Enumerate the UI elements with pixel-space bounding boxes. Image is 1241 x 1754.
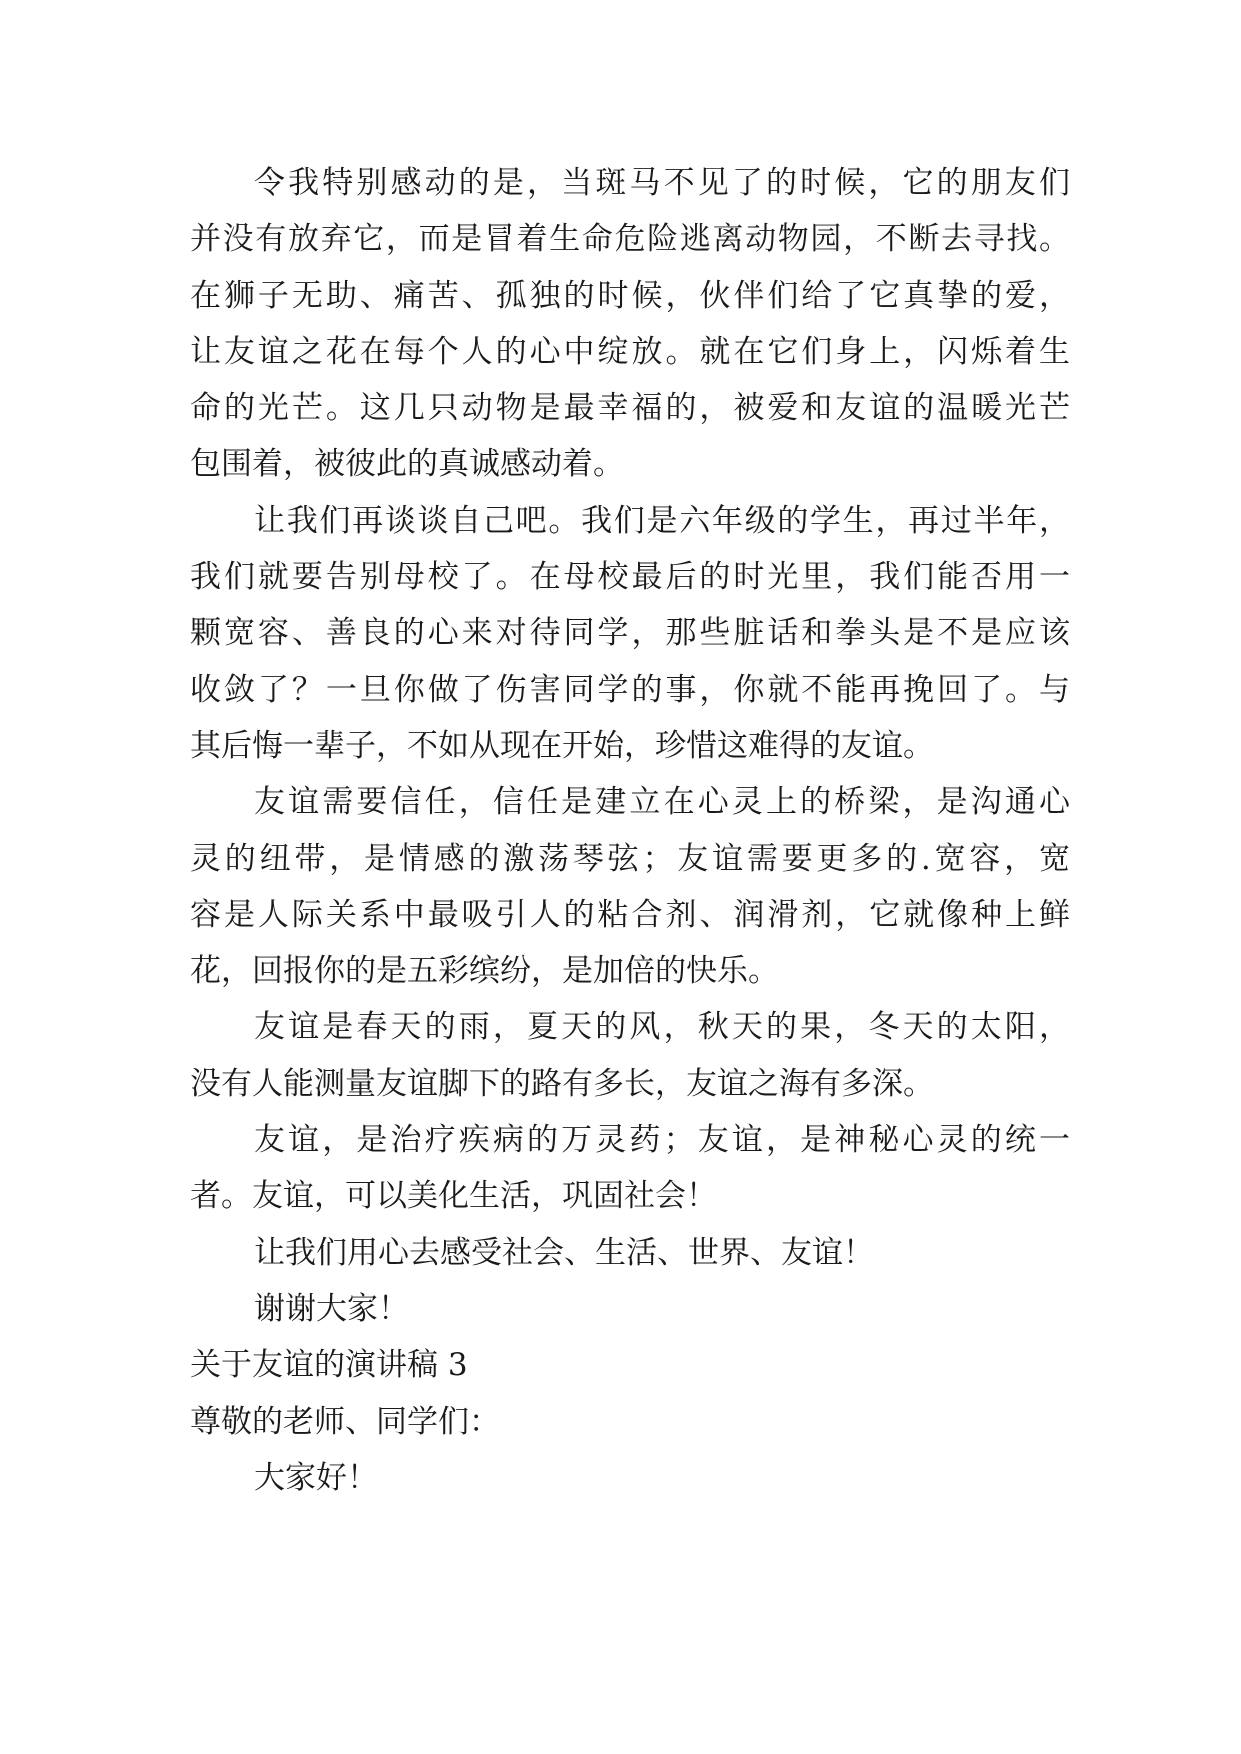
salutation: 尊敬的老师、同学们： <box>190 1403 500 1440</box>
paragraph-7 <box>190 1281 1070 1337</box>
paragraph-line: 令我特别感动的是，当斑马不见了的时候，它的朋友们 <box>254 165 1070 201</box>
paragraph-line: 颗宽容、善良的心来对待同学，那些脏话和拳头是不是应该 <box>190 615 1070 652</box>
paragraph-line: 让我们再谈谈自己吧。我们是六年级的学生，再过半年， <box>254 502 1070 539</box>
paragraph-line: 收敛了？一旦你做了伤害同学的事，你就不能再挽回了。与 <box>190 671 1070 708</box>
paragraph-line: 花，回报你的是五彩缤纷，是加倍的快乐。 <box>190 953 779 990</box>
section-heading: 关于友谊的演讲稿 3 <box>190 1347 468 1384</box>
greeting: 大家好！ <box>254 1459 378 1496</box>
paragraph-1 <box>190 155 1070 493</box>
paragraph-line: 我们就要告别母校了。在母校最后的时光里，我们能否用一 <box>190 559 1070 596</box>
paragraph-6 <box>190 1225 1070 1281</box>
paragraph-2 <box>190 493 1070 774</box>
paragraph-line: 谢谢大家！ <box>254 1290 409 1327</box>
paragraph-line: 让我们用心去感受社会、生活、世界、友谊！ <box>254 1234 874 1271</box>
paragraph-line: 让友谊之花在每个人的心中绽放。就在它们身上，闪烁着生 <box>190 333 1070 370</box>
paragraph-line: 没有人能测量友谊脚下的路有多长，友谊之海有多深。 <box>190 1065 934 1102</box>
paragraph-line: 包围着，被彼此的真诚感动着。 <box>190 446 624 483</box>
paragraph-line: 并没有放弃它，而是冒着生命危险逃离动物园，不断去寻找。 <box>190 221 1070 258</box>
paragraph-line: 友谊，是治疗疾病的万灵药；友谊，是神秘心灵的统一 <box>254 1122 1070 1159</box>
document-body <box>190 155 1070 1506</box>
paragraph-line: 灵的纽带，是情感的激荡琴弦；友谊需要更多的.宽容，宽 <box>190 840 1070 877</box>
paragraph-line: 容是人际关系中最吸引人的粘合剂、润滑剂，它就像种上鲜 <box>190 896 1070 933</box>
paragraph-line: 在狮子无助、痛苦、孤独的时候，伙伴们给了它真挚的爱， <box>190 277 1070 314</box>
paragraph-line: 友谊是春天的雨，夏天的风，秋天的果，冬天的太阳， <box>254 1009 1070 1046</box>
paragraph-3 <box>190 774 1070 999</box>
paragraph-5 <box>190 1112 1070 1225</box>
paragraph-4 <box>190 999 1070 1112</box>
paragraph-line: 友谊需要信任，信任是建立在心灵上的桥梁，是沟通心 <box>254 784 1070 821</box>
paragraph-line: 者。友谊，可以美化生活，巩固社会！ <box>190 1178 717 1215</box>
paragraph-line: 命的光芒。这几只动物是最幸福的，被爱和友谊的温暖光芒 <box>190 390 1070 427</box>
paragraph-line: 其后悔一辈子，不如从现在开始，珍惜这难得的友谊。 <box>190 727 934 764</box>
